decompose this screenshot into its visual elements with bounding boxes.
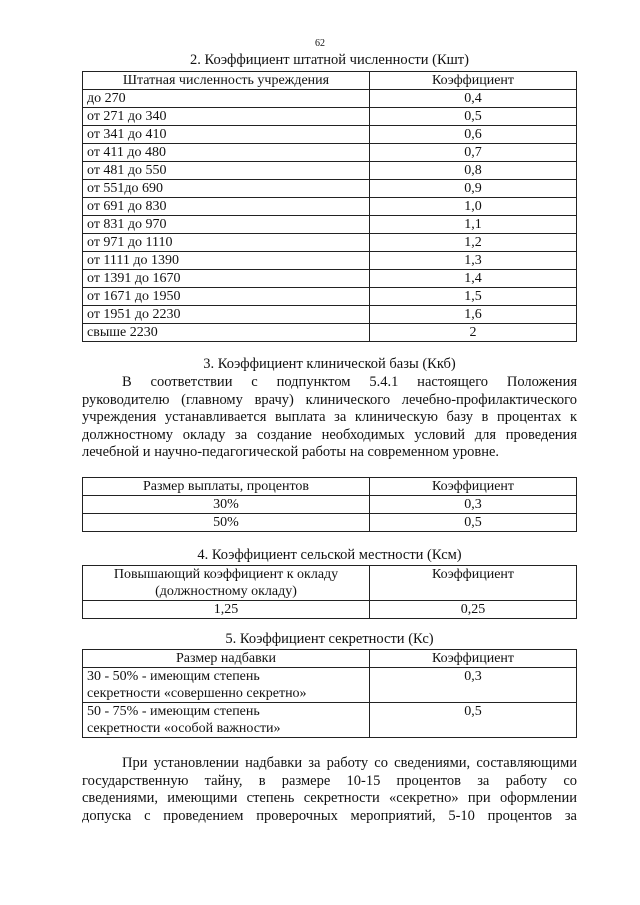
cell-line: секретности «особой важности» <box>87 721 281 736</box>
coef-cell: 1,0 <box>370 198 577 216</box>
coef-cell: 1,3 <box>370 252 577 270</box>
table-header-row <box>83 72 577 90</box>
range-cell: от 971 до 1110 <box>83 234 370 252</box>
coef-cell: 1,4 <box>370 270 577 288</box>
header-line: Повышающий коэффициент к окладу <box>113 567 339 582</box>
table-row <box>83 668 577 703</box>
coef-cell: 0,7 <box>370 144 577 162</box>
page-number: 62 <box>315 38 325 49</box>
table-header-row <box>83 650 577 668</box>
coef-cell: 0,3 <box>370 668 577 703</box>
staff-count-table <box>82 71 577 342</box>
column-header: Коэффициент <box>370 650 577 668</box>
allowance-cell <box>83 703 370 738</box>
range-cell: от 271 до 340 <box>83 108 370 126</box>
section3-paragraph <box>82 374 577 462</box>
coef-cell: 0,25 <box>370 601 577 619</box>
coef-cell: 0,5 <box>370 108 577 126</box>
table-row <box>83 514 577 532</box>
table-row <box>83 162 577 180</box>
table-row <box>83 180 577 198</box>
coef-cell: 1,5 <box>370 288 577 306</box>
section5-title: 5. Коэффициент секретности (Кс) <box>225 631 434 647</box>
header-line: (должностному окладу) <box>155 584 297 599</box>
column-header: Коэффициент <box>370 478 577 496</box>
section4-title: 4. Коэффициент сельской местности (Ксм) <box>197 547 462 563</box>
section2-title: 2. Коэффициент штатной численности (Кшт) <box>190 52 469 68</box>
paragraph-line: учреждения устанавливается выплата за клиническую базу в процентах к <box>82 409 577 425</box>
coef-cell: 1,6 <box>370 306 577 324</box>
coef-cell: 0,9 <box>370 180 577 198</box>
percent-cell: 30% <box>83 496 370 514</box>
coef-cell: 0,6 <box>370 126 577 144</box>
range-cell: от 831 до 970 <box>83 216 370 234</box>
table-row <box>83 108 577 126</box>
range-cell: от 691 до 830 <box>83 198 370 216</box>
section3-title: 3. Коэффициент клинической базы (Ккб) <box>203 356 456 372</box>
coef-cell: 1,1 <box>370 216 577 234</box>
table-row <box>83 703 577 738</box>
coef-cell: 0,3 <box>370 496 577 514</box>
column-header <box>83 566 370 601</box>
table-row <box>83 90 577 108</box>
table-row <box>83 601 577 619</box>
table-row <box>83 198 577 216</box>
paragraph-line: руководителю (главному врачу) клинического лечебно-профилактического <box>82 391 577 408</box>
table-row <box>83 288 577 306</box>
range-cell: от 481 до 550 <box>83 162 370 180</box>
coef-cell: 0,5 <box>370 703 577 738</box>
range-cell: до 270 <box>83 90 370 108</box>
coef-cell: 2 <box>370 324 577 342</box>
range-cell: от 341 до 410 <box>83 126 370 144</box>
range-cell: свыше 2230 <box>83 324 370 342</box>
range-cell: от 1951 до 2230 <box>83 306 370 324</box>
range-cell: от 411 до 480 <box>83 144 370 162</box>
coef-cell: 0,4 <box>370 90 577 108</box>
table-row <box>83 234 577 252</box>
paragraph-line: должностному окладу за создание необходимых условий для проведения <box>82 426 577 443</box>
table-row <box>83 252 577 270</box>
column-header: Размер надбавки <box>83 650 370 668</box>
coef-cell: 1,2 <box>370 234 577 252</box>
table-row <box>83 324 577 342</box>
footer-paragraph <box>82 755 577 825</box>
paragraph-line: лечебной и научно-педагогической работы на современном уровне. <box>82 444 500 460</box>
cell-line: 30 - 50% - имеющим степень <box>87 669 260 684</box>
paragraph-line: При установлении надбавки за работу со сведениями, составляющими <box>122 755 577 771</box>
range-cell: от 1111 до 1390 <box>83 252 370 270</box>
column-header: Коэффициент <box>370 566 577 601</box>
allowance-cell <box>83 668 370 703</box>
table-header-row <box>83 478 577 496</box>
cell-line: секретности «совершенно секретно» <box>87 686 307 701</box>
paragraph-line: государственную тайну, в размере 10-15 процентов за работу со <box>82 772 577 789</box>
table-row <box>83 306 577 324</box>
table-row <box>83 270 577 288</box>
column-header: Штатная численность учреждения <box>83 72 370 90</box>
coef-cell: 0,5 <box>370 514 577 532</box>
table-row <box>83 126 577 144</box>
percent-cell: 50% <box>83 514 370 532</box>
range-cell: от 1671 до 1950 <box>83 288 370 306</box>
table-header-row <box>83 566 577 601</box>
paragraph-line: допуска с проведением проверочных мероприятий, 5-10 процентов за <box>82 807 577 824</box>
column-header: Размер выплаты, процентов <box>83 478 370 496</box>
range-cell: от 551до 690 <box>83 180 370 198</box>
column-header: Коэффициент <box>370 72 577 90</box>
secrecy-table <box>82 649 577 738</box>
paragraph-line: В соответствии с подпунктом 5.4.1 настоящего Положения <box>122 374 577 390</box>
value-cell: 1,25 <box>83 601 370 619</box>
table-row <box>83 496 577 514</box>
table-row <box>83 216 577 234</box>
range-cell: от 1391 до 1670 <box>83 270 370 288</box>
cell-line: 50 - 75% - имеющим степень <box>87 704 260 719</box>
coef-cell: 0,8 <box>370 162 577 180</box>
clinical-base-table <box>82 477 577 532</box>
paragraph-line: сведениями, имеющими степень секретности «секретно» при оформлении <box>82 790 577 806</box>
table-row <box>83 144 577 162</box>
rural-table <box>82 565 577 619</box>
